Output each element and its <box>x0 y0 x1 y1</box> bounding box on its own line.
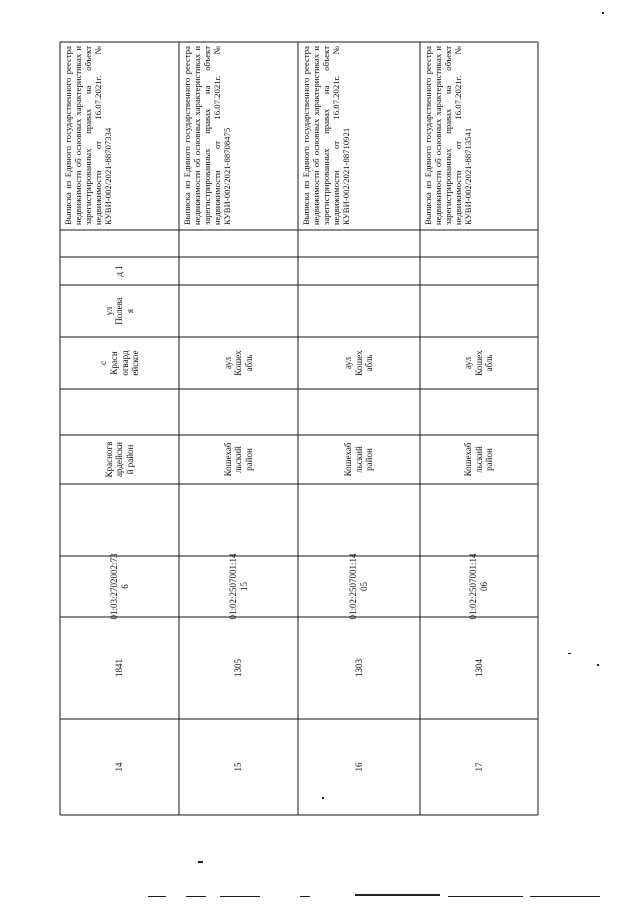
cell-registry-id: 1304 <box>473 659 484 677</box>
cell-number: 17 <box>473 762 484 772</box>
scan-stroke <box>300 896 310 897</box>
scan-speck <box>602 12 604 14</box>
scan-speck <box>597 664 599 666</box>
cell-house: д 1 <box>114 265 125 277</box>
cell-empty <box>298 484 420 556</box>
cell-street: ул Полева я <box>103 297 135 325</box>
cell-empty <box>420 230 538 257</box>
cell-district: Кошехаб льский район <box>222 442 254 477</box>
scan-stroke <box>220 896 260 897</box>
cell-registry-id: 1303 <box>353 659 364 677</box>
cell-street <box>298 285 420 337</box>
cell-settlement: с Красн огвард ейское <box>98 350 141 376</box>
cell-settlement: аул Кошех абль <box>343 350 375 376</box>
cell-empty <box>179 389 298 435</box>
cell-settlement: аул Кошех абль <box>463 350 495 376</box>
cell-house <box>179 257 298 285</box>
cell-document: Выписка из Единого государственного реестра недвижимости об основных характеристиках и зарегистрированных правах на объект недвижимости от 16.07.2021г. № КУВИ-002/2021-88713541 <box>423 46 474 225</box>
cell-empty <box>298 389 420 435</box>
cell-empty <box>60 484 179 556</box>
cell-district: Кошехаб льский район <box>463 442 495 477</box>
scan-speck <box>322 797 324 799</box>
cell-cadastral-number: 01:03:2702002:73 6 <box>108 553 130 620</box>
cell-number: 14 <box>114 762 125 772</box>
cell-document: Выписка из Единого государственного реестра недвижимости об основных характеристиках и зарегистрированных правах на объект недвижимости от 16.07.2021г. № КУВИ-002/2021-88708475 <box>182 46 233 225</box>
cell-cadastral-number: 01:02:2507001:14 06 <box>468 553 489 620</box>
cell-empty <box>298 230 420 257</box>
cell-document: Выписка из Единого государственного реестра недвижимости об основных характеристиках и зарегистрированных правах на объект недвижимости от 16.07.2021г. № КУВИ-002/2021-88710921 <box>301 46 352 225</box>
cell-empty <box>179 484 298 556</box>
cell-empty <box>179 230 298 257</box>
cell-document: Выписка из Единого государственного реестра недвижимости об основных характеристиках и зарегистрированных правах на объект недвижимости от 16.07.2021г. № КУВИ-002/2021-88707334 <box>63 46 114 225</box>
cell-registry-id: 1841 <box>114 659 125 677</box>
scan-stroke <box>448 896 523 897</box>
cell-cadastral-number: 01:02:2507001:14 05 <box>348 553 369 620</box>
scan-stroke <box>186 896 206 897</box>
cell-empty <box>60 389 179 435</box>
cell-house <box>298 257 420 285</box>
scan-stroke <box>355 894 440 896</box>
scan-speck <box>198 861 203 863</box>
scan-speck <box>568 653 571 654</box>
cell-cadastral-number: 01:02:2507001:14 15 <box>227 553 249 620</box>
scan-stroke <box>530 896 600 897</box>
cell-empty <box>60 230 179 257</box>
cell-street <box>420 285 538 337</box>
cell-registry-id: 1305 <box>233 659 244 677</box>
cell-number: 16 <box>353 762 364 772</box>
cell-empty <box>420 484 538 556</box>
cell-empty <box>420 389 538 435</box>
cell-district: Кошехаб льский район <box>343 442 375 477</box>
cell-settlement: аул Кошех абль <box>222 350 254 376</box>
cell-district: Красногв ардейски й район <box>103 441 135 478</box>
cell-number: 15 <box>233 762 244 772</box>
cell-street <box>179 285 298 337</box>
scan-stroke <box>148 896 166 897</box>
cell-house <box>420 257 538 285</box>
